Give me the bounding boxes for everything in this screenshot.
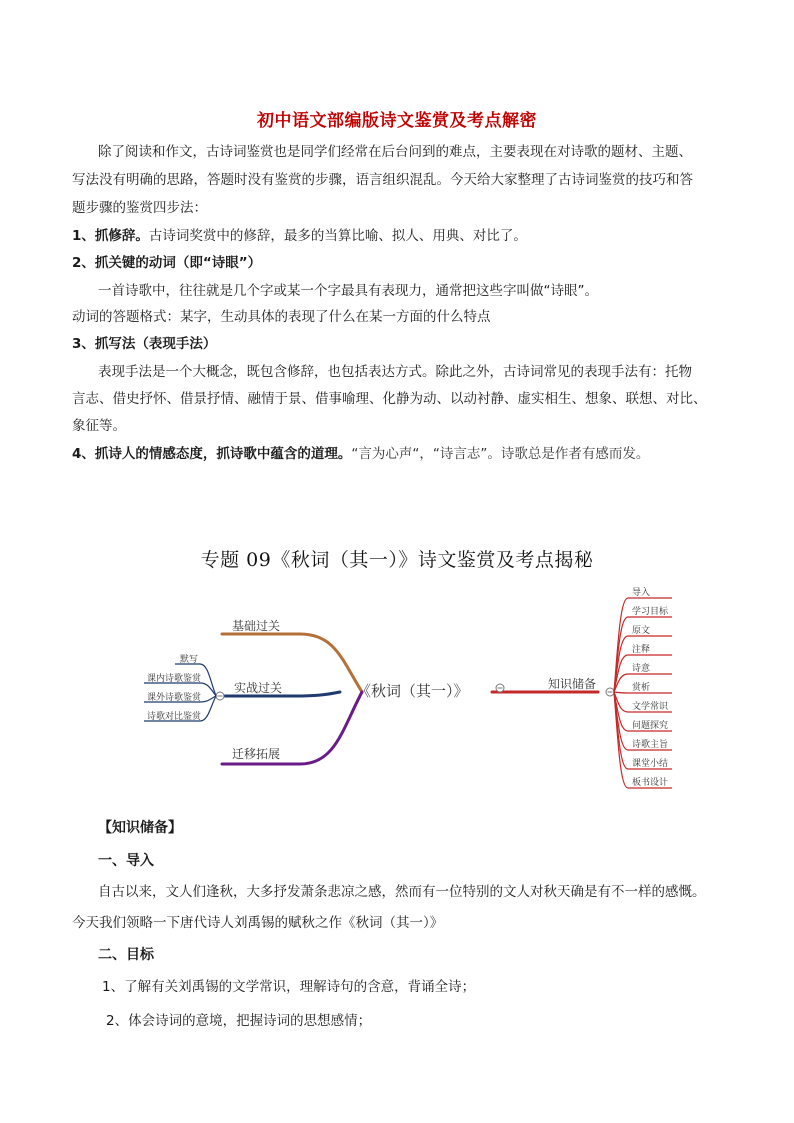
step-3-line-1: 表现手法是一个大概念，既包含修辞，也包括表达方式。除此之外，古诗词常见的表现手法有：托物 — [98, 364, 692, 380]
sub-in-class: 课内诗歌鉴赏 — [147, 674, 202, 684]
knowledge-sub-item: 诗意 — [632, 664, 651, 674]
knowledge-sub-item: 注释 — [632, 645, 651, 655]
intro-line-1: 除了阅读和作文，古诗词鉴赏也是同学们经常在后台问到的难点，主要表现在对诗歌的题材、主题、 — [98, 144, 692, 160]
step-1-heading: 1、抓修辞。 — [72, 228, 149, 244]
knowledge-sub-item: 课堂小结 — [632, 759, 669, 769]
branch-extend: 迁移拓展 — [232, 747, 281, 761]
section-2-heading: 二、目标 — [98, 947, 154, 963]
step-1-text: 古诗词奖赏中的修辞，最多的当算比喻、拟人、用典、对比了。 — [148, 228, 527, 244]
step-4-heading: 4、抓诗人的情感态度，抓诗歌中蕴含的道理。 — [72, 446, 352, 462]
step-4 — [72, 444, 649, 464]
section-1-line-1: 自古以来，文人们逢秋，大多抒发萧条悲凉之感，然而有一位特别的文人对秋天确是有不一样的感慨。 — [98, 884, 706, 900]
knowledge-sub-item: 文学常识 — [632, 702, 669, 712]
step-2-body: 一首诗歌中，往往就是几个字或某一个字最具有表现力，通常把这些字叫做“诗眼”。 — [98, 283, 598, 299]
knowledge-sub-item: 诗歌主旨 — [632, 740, 669, 750]
section-1-line-2: 今天我们领略一下唐代诗人刘禹锡的赋秋之作《秋词（其一）》 — [72, 915, 444, 931]
knowledge-sub-item: 导入 — [632, 588, 651, 598]
page-title: 初中语文部编版诗文鉴赏及考点解密 — [257, 111, 537, 131]
intro-line-2: 写法没有明确的思路，答题时没有鉴赏的步骤，语言组织混乱。今天给大家整理了古诗词鉴赏的技巧和答 — [72, 172, 693, 188]
goal-2: 2、体会诗词的意境，把握诗词的思想感情； — [106, 1013, 372, 1029]
knowledge-sub-item: 赏析 — [632, 683, 651, 693]
branch-practice: 实战过关 — [234, 681, 283, 695]
mind-map — [130, 580, 690, 805]
sub-out-class: 课外诗歌鉴赏 — [147, 693, 202, 703]
step-2-heading: 2、抓关键的动词（即“诗眼”） — [72, 255, 262, 271]
step-4-text: “言为心声“，“诗言志”。诗歌总是作者有感而发。 — [351, 446, 650, 462]
intro-line-3: 题步骤的鉴赏四步法： — [72, 200, 207, 216]
step-3-line-3: 象征等。 — [72, 418, 126, 434]
branch-basic: 基础过关 — [232, 619, 281, 633]
knowledge-header: 【知识储备】 — [98, 820, 182, 836]
step-1 — [72, 226, 527, 246]
goal-1: 1、了解有关刘禹锡的文学常识，理解诗句的含意，背诵全诗； — [102, 979, 476, 995]
knowledge-sub-item: 板书设计 — [632, 778, 669, 788]
step-2-format: 动词的答题格式：某字，生动具体的表现了什么在某一方面的什么特点 — [72, 309, 491, 325]
section-1-heading: 一、导入 — [98, 853, 154, 869]
sub-dictation: 默写 — [180, 655, 199, 665]
knowledge-sub-item: 学习目标 — [632, 607, 669, 617]
topic-title: 专题 09《秋词（其一）》诗文鉴赏及考点揭秘 — [200, 549, 594, 571]
branch-knowledge: 知识储备 — [548, 677, 597, 691]
sub-compare: 诗歌对比鉴赏 — [147, 712, 202, 722]
knowledge-sub-item: 原文 — [632, 626, 651, 636]
knowledge-subs — [614, 586, 672, 788]
knowledge-sub-item: 问题探究 — [632, 721, 669, 731]
step-3-line-2: 言志、借史抒怀、借景抒情、融情于景、借事喻理、化静为动、以动衬静、虚实相生、想象、联想、对比、 — [72, 391, 707, 407]
step-3-heading: 3、抓写法（表现手法） — [72, 336, 217, 352]
mindmap-center: 《秋词（其一）》 — [356, 682, 469, 700]
